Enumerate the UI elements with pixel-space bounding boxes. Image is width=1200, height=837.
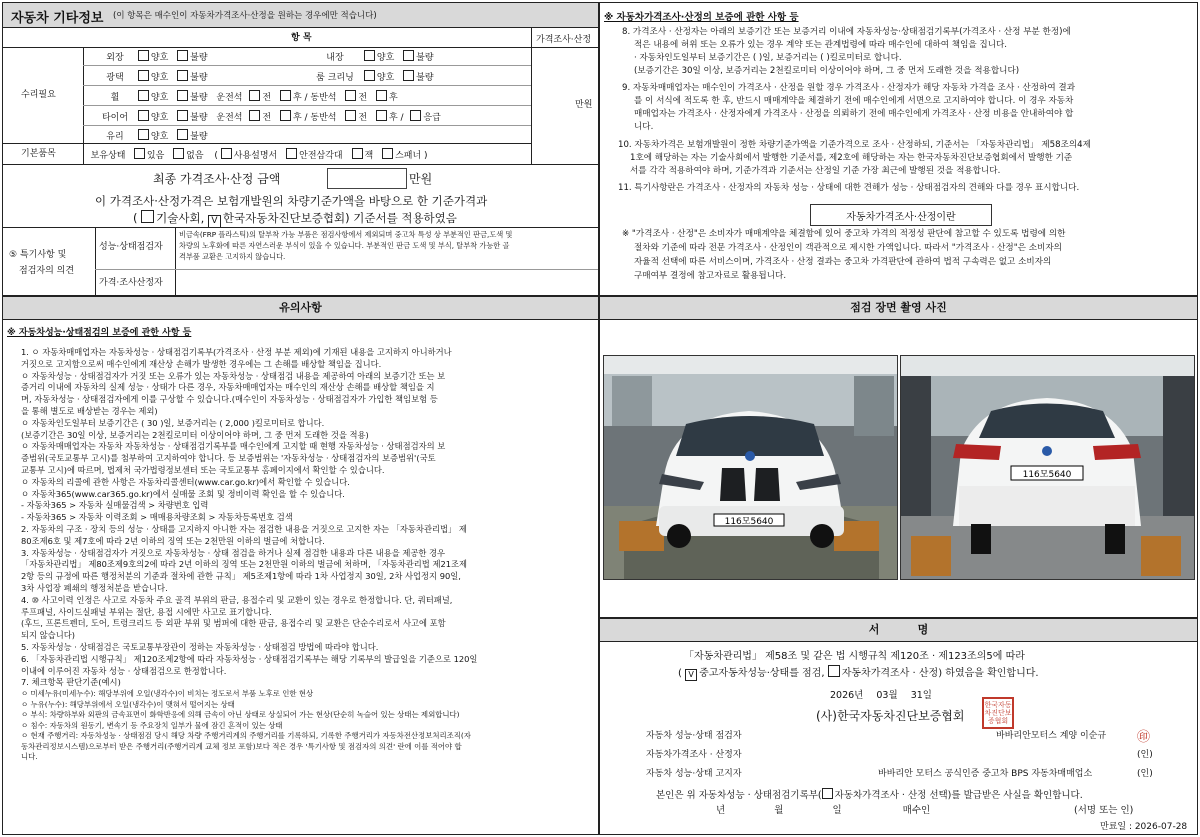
checkbox[interactable] <box>177 90 188 101</box>
other-info-section <box>2 2 599 296</box>
checkbox[interactable] <box>286 148 297 159</box>
checkbox[interactable] <box>177 129 188 140</box>
inspection-label: 중고자동차성능·상태를 점검, <box>699 668 828 679</box>
buyer-sign-mark: (서명 또는 인) <box>1074 805 1134 816</box>
checkbox[interactable] <box>138 110 149 121</box>
repair-row-glass <box>95 129 208 143</box>
checkbox[interactable] <box>249 90 260 101</box>
sig-row-inspector-label: 자동차 성능·상태 점검자 <box>646 731 742 741</box>
checkbox-kaia[interactable]: V <box>208 215 221 228</box>
note-line: 3. 자동차성능 · 상태점검자가 거짓으로 자동차성능 · 상태 점검을 하거나 실제 점검한 내용과 다른 내용을 제공한 경우 <box>21 547 446 558</box>
clause-9-3: 매매업자는 가격조사 · 산정자에게 가격조사 · 산정을 의뢰하기 전에 매수인에게 가격조사 · 산정 비용을 안내하여야 합 <box>634 109 1074 119</box>
note-line: 되지 않습니다) <box>21 630 75 641</box>
note-line: 3차 사업장 폐쇄의 행정처분을 받습니다. <box>21 582 168 593</box>
rear-passenger-label: 후 / 동반석 <box>292 93 337 103</box>
clause-9-2: 를 이 서식에 적도록 한 후, 반드시 매매계약을 체결하기 전에 매수인에게 서면으로 고지하여야 합니다. 이 경우 자동차 <box>634 96 1074 106</box>
price-assessment-guarantee <box>599 2 1198 296</box>
row-name: 휠 <box>110 93 120 103</box>
bottom-year: 년 <box>716 805 726 816</box>
definition-title-box <box>810 204 992 226</box>
note-line: ㅇ 침수: 자동차의 원동기, 변속기 등 주요장치 일부가 물에 잠긴 흔적이 있는 상태 <box>21 720 283 730</box>
definition-line-1: ※ "가격조사 · 산정"은 소비자가 매매계약을 체결함에 있어 중고차 가격의 적정성 판단에 참고할 수 있도록 법령에 의한 <box>622 229 1066 239</box>
front-label: 전 <box>262 113 272 123</box>
notes-body <box>21 347 597 763</box>
inspector-opinion-1: 비금속(FRP 플라스틱)의 탈부착 가능 부품은 점검사항에서 제외되며 중고차 특성 상 부분적인 판금,도색 및 <box>179 230 513 239</box>
date-day: 31일 <box>910 690 932 701</box>
buyer-confirm-a: 본인은 위 자동차성능 · 상태점검기록부( <box>656 790 822 801</box>
note-line: 1. ㅇ 자동차매매업자는 자동차성능 · 상태점검기록부(가격조사 · 산정 부분 제외)에 기재된 내용을 고지하지 아니하거나 <box>21 347 452 357</box>
row-name: 외장 <box>106 53 124 63</box>
tech-society-label: 기술사회, <box>156 211 208 225</box>
clause-11: 11. 특기사항란은 가격조사 · 산정자의 자동차 성능 · 상태에 대한 견해가 성능 · 상태점검자의 견해와 다를 경우 표시합니다. <box>618 183 1080 193</box>
other-info-note: (이 항목은 매수인이 자동차가격조사·산정을 원하는 경우에만 적습니다) <box>113 11 377 21</box>
option-bad: 불량 <box>190 132 208 142</box>
note-line: (후드, 프론트펜더, 도어, 트렁크리드 등 외판 부위 및 범퍼에 대한 판금, 용접수리 및 교환은 단순수리로서 사고에 포함 <box>21 618 446 629</box>
definition-line-4: 구매여부 결정에 참고자료로 활용됩니다. <box>634 271 787 281</box>
checkbox[interactable] <box>352 148 363 159</box>
sig-row-inspector-value: 바바리안모터스 계양 이순규 <box>996 731 1107 741</box>
final-price-label: 최종 가격조사·산정 금액 <box>153 172 281 186</box>
note-line: 4. ⑩ 사고이력 인정은 사고로 자동차 주요 골격 부위의 판금, 용접수리 및 교환이 있는 경우로 한정합니다. 단, 쿼터패널, <box>21 594 453 605</box>
clause-8-4: (보증기간은 30일 이상, 보증거리는 2천킬로미터 이상이어야 하며, 그 중 먼저 도래한 것을 적용합니다) <box>634 66 1020 76</box>
price-unit: 만원 <box>575 100 593 110</box>
row-name: 보유상태 <box>90 151 126 161</box>
option-bad: 불량 <box>190 73 208 83</box>
row-name: 광택 <box>106 73 124 83</box>
note-line: ㅇ 자동차365(www.car365.go.kr)에서 실매물 조회 및 정비이력 확인을 할 수 있습니다. <box>21 488 345 499</box>
note-line: 을 통해 별도로 배상받는 경우는 제외) <box>21 405 158 416</box>
other-info-title: 자동차 기타정보 <box>11 11 104 26</box>
checkbox[interactable] <box>138 90 149 101</box>
checkbox[interactable] <box>138 50 149 61</box>
car-front-illustration <box>604 356 897 579</box>
clause-10-1: 10. 자동차가격은 보험개발원이 정한 차량기준가액을 기준가격으로 조사 · 산정하되, 기준서는 「자동차관리법」 제58조의4제 <box>618 140 1091 150</box>
clause-10-2: 1호에 해당하는 자는 기술사회에서 발행한 기준서를, 제2호에 해당하는 자는 한국자동차진단보증협회에서 발행한 기준 <box>630 153 1073 163</box>
option-triangle: 안전삼각대 <box>299 151 343 161</box>
checkbox[interactable] <box>221 148 232 159</box>
option-present: 있음 <box>146 151 165 161</box>
note-line: 루프패널, 사이드실패널 부위는 절단, 용접 시에만 사고로 표기합니다. <box>21 606 272 617</box>
front-label: 전 <box>358 93 368 103</box>
checkbox[interactable] <box>177 70 188 81</box>
clause-9-1: 9. 자동차매매업자는 매수인이 가격조사 · 산정을 원할 경우 가격조사 · 산정자가 해당 자동차 가격을 조사 · 산정하여 결과 <box>622 83 1076 93</box>
row-name: 타이어 <box>101 113 129 123</box>
final-price-input[interactable] <box>327 168 407 189</box>
checkbox[interactable] <box>376 90 387 101</box>
note-line: 7. 체크항목 판단기준(예시) <box>21 677 121 688</box>
other-info-header <box>3 3 598 28</box>
note-line: ㅇ 현재 주행거리: 자동차성능 · 상태점검 당시 해당 차량 주행거리계의 주행거리를 기록하되, 기록한 주행거리가 자동차전산정보처리조직(자 <box>21 731 471 741</box>
repair-row-tire <box>95 110 441 124</box>
basis-line-2 <box>133 210 457 228</box>
option-bad: 불량 <box>190 53 208 63</box>
note-line: 80조제6호 및 제7호에 따라 2년 이하의 징역 또는 2천만원 이하의 벌금에 처합니다. <box>21 535 325 546</box>
note-line: ㅇ 자동차매매업자는 자동차 자동차성능 · 상태점검기록부를 매수인에게 고지할 때 현행 자동차성능 · 상태점검자의 보 <box>21 441 446 452</box>
checkbox[interactable] <box>376 110 387 121</box>
sig-bottom-row <box>716 805 930 817</box>
option-bad: 불량 <box>190 113 208 123</box>
note-line: 동차관리정보시스템)으로부터 받은 주행거리(주행거리계 교체 정보 포함)보다 적은 경우 '특기사항 및 점검자의 의견' 란에 이를 적어야 합 <box>21 741 462 751</box>
repair-row-interior <box>309 50 434 64</box>
note-line: 5. 자동차성능 · 상태점검은 국토교통부장관이 정하는 자동차성능 · 상태점검 방법에 따라야 합니다. <box>21 641 379 652</box>
signature-header-label: 서 명 <box>868 623 929 636</box>
note-line: 「자동차관리법」 제80조제9호의2에 따라 2년 이하의 징역 또는 2천만원 이하의 벌금에 처하며, 「자동차관리법 제21조제 <box>21 559 468 570</box>
sig-confirm-line <box>678 664 1039 681</box>
note-line: - 자동차365 > 자동차 실매물검색 > 차량번호 입력 <box>21 500 209 511</box>
note-line: 증범위(국토교통부 고시)를 첨부하여 고지하여야 합니다. 등 보증범위는 '자동차성능 · 상태점검자의 보증범위'(국토 <box>21 453 436 464</box>
expiry-date: 만료일 : 2026-07-28 <box>1100 822 1188 832</box>
option-good: 양호 <box>150 53 169 63</box>
sig-row-assessor-label: 자동차가격조사 · 산정자 <box>646 750 742 760</box>
note-line: - 자동차365 > 자동차 이력조회 > 매매용차량조회 > 자동차등록번호 검색 <box>21 512 293 523</box>
note-line: ㅇ 누유(누수): 해당부위에서 오일(냉각수)이 맺혀서 떨어지는 상태 <box>21 699 235 709</box>
inspector-opinion-2: 차량의 노후화에 따른 자연스러운 부식이 있을 수 있습니다. 부분적인 판금 도색 및 부식, 탈부착 가능한 골 <box>179 241 510 250</box>
emergency-label: 응급 <box>423 113 441 123</box>
note-line: 2항 등의 규정에 따른 행정처분의 기준과 절차에 관한 규칙」 제5조제1항에 따라 1차 사업정지 30일, 2차 사업정지 90일, <box>21 571 461 582</box>
checkbox[interactable] <box>138 129 149 140</box>
checkbox[interactable] <box>280 110 291 121</box>
checkbox[interactable] <box>345 90 356 101</box>
notes-section-title: ※ 자동차성능·상태점검의 보증에 관한 사항 등 <box>7 328 192 338</box>
checkbox[interactable] <box>173 148 184 159</box>
option-bad: 불량 <box>416 73 434 83</box>
option-bad: 불량 <box>190 93 208 103</box>
note-line: ㅇ 미세누유(미세누수): 해당부위에 오일(냉각수)이 비치는 정도로서 부품 노후로 인한 현상 <box>21 689 314 699</box>
price-assessment-label: 자동차가격조사 · 산정) 하였음을 확인합니다. <box>841 668 1039 679</box>
basic-row <box>85 148 428 162</box>
clause-10-3: 서를 각각 적용하여야 하며, 기준가격과 기준서는 산정일 기준 가장 최근에 발행된 것을 적용합니다. <box>630 166 1001 176</box>
date-year: 2026년 <box>830 690 864 701</box>
definition-line-2: 절차와 기준에 따라 전문 가격조사 · 산정인이 객관적으로 제시한 가액입니다. 따라서 "가격조사 · 산정"은 소비자의 <box>634 243 1062 253</box>
option-good: 양호 <box>150 113 169 123</box>
notes-section <box>2 296 599 835</box>
note-line: 증거리 이내에 자동차의 실제 성능 · 상태가 다른 경우, 자동차매매업자는 매수인의 재산상 손해를 배상할 책임을 지 <box>21 382 435 393</box>
checkbox-tech-society[interactable] <box>141 210 154 223</box>
sig-row-notifier-value: 바바리안 모터스 공식인증 중고차 BPS 자동차매매업소 <box>878 769 1093 779</box>
note-line: 며, 자동차성능 · 상태점검자에게 이를 구상할 수 있습니다.(매수인이 자동차성능 · 상태점검자가 가입한 책임보험 등 <box>21 394 438 405</box>
signature-section <box>599 618 1198 835</box>
option-good: 양호 <box>150 132 169 142</box>
note-line: (보증기간은 30일 이상, 보증거리는 2천킬로미터 이상이어야 하며, 그 중 먼저 도래한 것을 적용) <box>21 429 369 440</box>
definition-line-3: 자율적 선택에 따른 서비스이며, 가격조사 · 산정 결과는 중고차 가격판단에 관하여 법적 구속력은 없고 소비자의 <box>634 257 1052 267</box>
basis-line-1: 이 가격조사·산정가격은 보험개발원의 차량기준가액을 바탕으로 한 기준가격과 <box>95 194 488 208</box>
date-month: 03월 <box>876 690 898 701</box>
checkbox[interactable] <box>177 50 188 61</box>
sig-row-notifier-mark: (인) <box>1137 769 1153 779</box>
rear-plate: 116모5640 <box>1022 470 1072 480</box>
checkbox[interactable] <box>364 70 375 81</box>
front-plate: 116모5640 <box>724 517 774 527</box>
checkbox-buyer-price[interactable] <box>822 788 833 799</box>
note-line: ㅇ 자동차의 리콜에 관한 사항은 자동차리콜센터(www.car.go.kr)에서 확인할 수 있습니다. <box>21 476 350 487</box>
option-spanner: 스패너 ) <box>395 151 428 161</box>
basic-label: 기본품목 <box>21 149 56 159</box>
checkbox[interactable] <box>345 110 356 121</box>
option-absent: 없음 <box>186 151 204 161</box>
front-label: 전 <box>358 113 368 123</box>
row-name: 유리 <box>106 132 124 142</box>
repair-row-exterior <box>95 50 208 64</box>
checkbox[interactable] <box>134 148 145 159</box>
front-photo <box>603 355 898 580</box>
rear-passenger-label: 후 / 동반석 <box>292 113 337 123</box>
note-line: 6. 「자동차관리법 시행규칙」 제120조제2항에 따라 자동차성능 · 상태점검기록부는 해당 기록부의 발급일을 기준으로 120일 <box>21 653 478 664</box>
option-manual: 사용설명서 <box>233 151 278 161</box>
option-bad: 불량 <box>416 53 434 63</box>
note-line: 교통부 고시)에 따르며, 법제처 국가법령정보센터 또는 국토교통부 홈페이지에서 확인할 수 있습니다. <box>21 464 385 475</box>
sig-law-line: 「자동차관리법」 제58조 및 같은 법 시행규칙 제120조 · 제123조의5에 따라 <box>684 651 1025 662</box>
sig-date <box>830 687 932 701</box>
checkbox[interactable] <box>403 50 414 61</box>
sig-row-assessor-mark: (인) <box>1137 750 1153 760</box>
special-label-2: 점검자의 의견 <box>19 266 75 276</box>
buyer-confirm-b: 자동차가격조사 · 산정 선택)를 발급받은 사실을 확인합니다. <box>834 790 1083 801</box>
repair-label: 수리필요 <box>21 90 56 100</box>
bottom-day: 일 <box>832 805 842 816</box>
note-line: 거짓으로 고지함으로써 매수인에게 재산상 손해가 발생한 경우에는 그 손해를 배상할 책임을 집니다. <box>21 358 382 369</box>
photo-header-label: 점검 장면 촬영 사진 <box>850 301 947 314</box>
note-line: ㅇ 부식: 차량하부와 외판의 금속표면이 화학반응에 의해 금속이 아닌 상태로 상실되어 가는 현상(단순히 녹슬어 있는 상태는 제외합니다) <box>21 710 460 720</box>
inspector-stamp: ㊞ <box>1137 730 1151 745</box>
sig-organization: (사)한국자동차진단보증협회 <box>816 709 965 723</box>
notes-header <box>3 297 598 320</box>
rear-label: 후 / <box>388 113 404 123</box>
checkbox[interactable] <box>249 110 260 121</box>
special-label-1: ⑤ 특기사항 및 <box>9 250 67 260</box>
final-price-unit: 만원 <box>409 172 433 186</box>
note-line: ㅇ 자동차성능 · 상태점검자가 거짓 또는 오류가 있는 자동차성능 · 상태점검 내용을 제공하여 아래의 보증기간 또는 보 <box>21 370 446 381</box>
inspector-opinion-3: 격부품 교환은 고지하지 않습니다. <box>179 252 286 261</box>
clause-9-4: 니다. <box>634 122 654 132</box>
guarantee-title: ※ 자동차가격조사·산정의 보증에 관한 사항 등 <box>604 12 799 23</box>
price-assessor-label: 가격·조사산정자 <box>99 278 163 288</box>
option-jack: 잭 <box>364 151 374 161</box>
bottom-month: 월 <box>774 805 784 816</box>
seal-text: 한국자동차진단보증협회 <box>984 701 1012 725</box>
row-name: 룸 크리닝 <box>316 73 354 83</box>
checkbox[interactable] <box>280 90 291 101</box>
rear-label: 후 <box>388 93 398 103</box>
option-good: 양호 <box>150 93 169 103</box>
option-good: 양호 <box>376 73 395 83</box>
col-price-label: 가격조사·산정 <box>536 35 592 45</box>
sig-buyer-confirm <box>656 787 1083 801</box>
checkbox[interactable] <box>138 70 149 81</box>
col-item-label: 항 목 <box>291 33 312 43</box>
note-line: 2. 자동차의 구조 · 장치 등의 성능 · 상태를 고지하지 아니한 자는 점검한 내용을 거짓으로 고지한 자는 「자동차관리법」 제 <box>21 523 467 534</box>
bottom-buyer: 매수인 <box>902 805 931 816</box>
repair-row-room-cleaning <box>309 70 434 84</box>
paren-open: ( <box>678 668 686 679</box>
note-line: ㅇ 자동차인도일부터 보증기간은 ( 30 )일, 보증거리는 ( 2,000 )킬로미터로 합니다. <box>21 417 325 428</box>
inspector-label: 성능·상태점검자 <box>99 242 163 252</box>
clause-8-3: · 자동차인도일부터 보증기간은 ( )일, 보증거리는 ( )킬로미터로 합니다. <box>634 53 902 63</box>
photo-section <box>599 296 1198 618</box>
option-good: 양호 <box>150 73 169 83</box>
checkbox[interactable] <box>382 148 393 159</box>
checkbox-inspection[interactable]: V <box>685 669 697 681</box>
row-name: 내장 <box>326 53 344 63</box>
checkbox[interactable] <box>177 110 188 121</box>
checkbox[interactable] <box>410 110 421 121</box>
paren-open: ( <box>214 151 221 161</box>
sig-row-notifier-label: 자동차 성능·상태 고지자 <box>646 769 742 779</box>
checkbox[interactable] <box>364 50 375 61</box>
definition-title: 자동차가격조사·산정이란 <box>846 212 956 223</box>
clause-8-2: 적은 내용에 허위 또는 오류가 있는 경우 계약 또는 관계법령에 따라 매수인에 대하여 책임을 집니다. <box>634 40 1008 50</box>
notes-header-label: 유의사항 <box>279 301 322 314</box>
kaia-label: 한국자동차진단보증협회) 기준서를 적용하였음 <box>222 211 457 225</box>
organization-seal <box>982 697 1014 729</box>
signature-header <box>600 619 1197 642</box>
driver-seat-label: 운전석 <box>216 93 243 103</box>
note-line: 니다. <box>21 752 38 762</box>
paren-open: ( <box>133 211 142 225</box>
repair-row-gloss <box>95 70 208 84</box>
option-good: 양호 <box>376 53 395 63</box>
repair-row-wheel <box>95 90 398 104</box>
driver-seat-label: 운전석 <box>216 113 243 123</box>
photo-header <box>600 297 1197 320</box>
front-label: 전 <box>262 93 272 103</box>
clause-8-1: 8. 가격조사 · 산정자는 아래의 보증기간 또는 보증거리 이내에 자동차성능·상태점검기록부(가격조사 · 산정 부분 한정)에 <box>622 27 1071 37</box>
checkbox[interactable] <box>403 70 414 81</box>
note-line: 이내에 이루어진 자동차 성능 · 상태점검으로 한정합니다. <box>21 665 227 676</box>
checkbox-price-assessment[interactable] <box>828 665 840 677</box>
rear-photo <box>900 355 1195 580</box>
car-rear-illustration <box>901 356 1194 579</box>
